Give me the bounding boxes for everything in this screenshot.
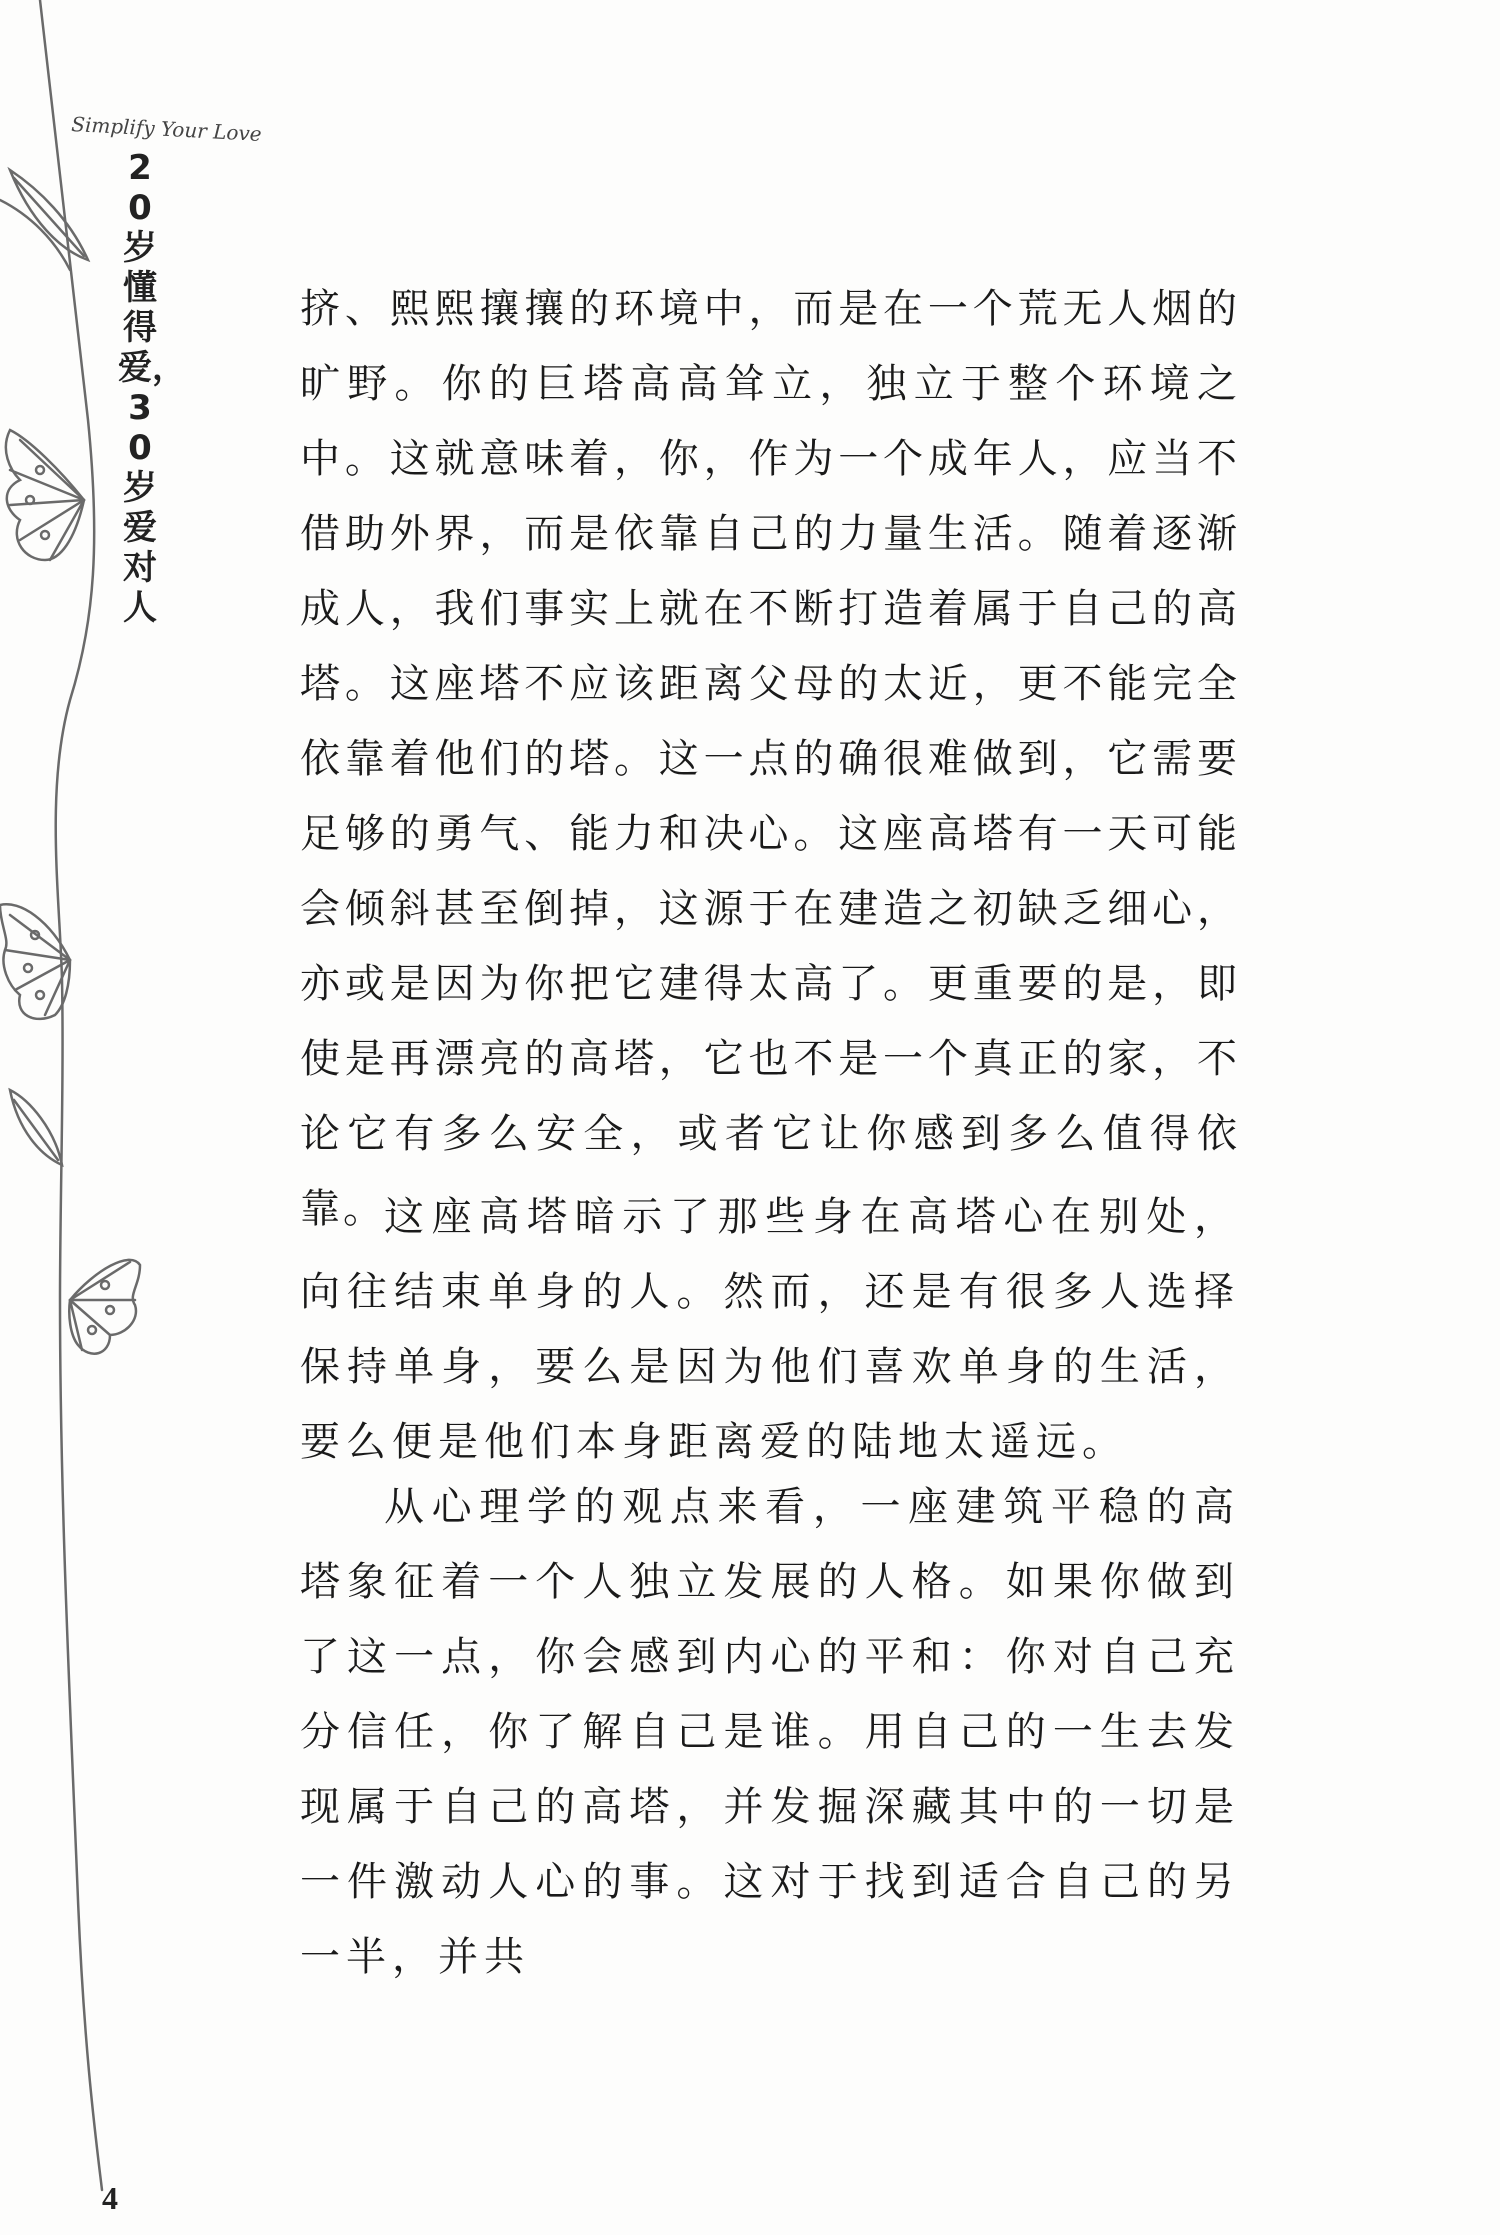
leaf-icon-middle [10, 1090, 62, 1165]
leaf-icon-top [0, 170, 88, 270]
paragraph-1: 挤、熙熙攘攘的环境中，而是在一个荒无人烟的旷野。你的巨塔高高耸立，独立于整个环境之中。这就意味着，你，作为一个成年人，应当不借助外界，而是依靠自己的力量生活。随着逐渐成人，我们事实上就在不断打造着属于自己的高塔。这座塔不应该距离父母的太近，更不能完全依靠着他们的塔。这一点的确很难做到，它需要足够的勇气、能力和决心。这座高塔有一天可能会倾斜甚至倒掉，这源于在建造之初缺乏细心，亦或是因为你把它建得太高了。更重要的是，即使是再漂亮的高塔，它也不是一个真正的家，不论它有多么安全，或者它让你感到多么值得依靠。 [300, 286, 1240, 1232]
page-number: 4 [102, 2180, 118, 2216]
book-title-vertical: 20岁懂得爱，30岁爱对人 [118, 148, 186, 628]
flower-icon-3 [69, 1260, 140, 1354]
paragraph-3: 从心理学的观点来看，一座建筑平稳的高塔象征着一个人独立发展的人格。如果你做到了这一点，你会感到内心的平和：你对自己充分信任，你了解自己是谁。用自己的一生去发现属于自己的高塔，并发掘深藏其中的一切是一件激动人心的事。这对于找到适合自己的另一半，并共 [300, 1484, 1240, 1980]
floral-vine-decoration [0, 0, 200, 2235]
paragraph-2: 这座高塔暗示了那些身在高塔心在别处，向往结束单身的人。然而，还是有很多人选择保持单身，要么是因为他们喜欢单身的生活，要么便是他们本身距离爱的陆地太遥远。 [300, 1194, 1240, 1465]
series-title-english: Simplify Your Love [70, 112, 263, 146]
flower-icon-1 [6, 430, 84, 560]
